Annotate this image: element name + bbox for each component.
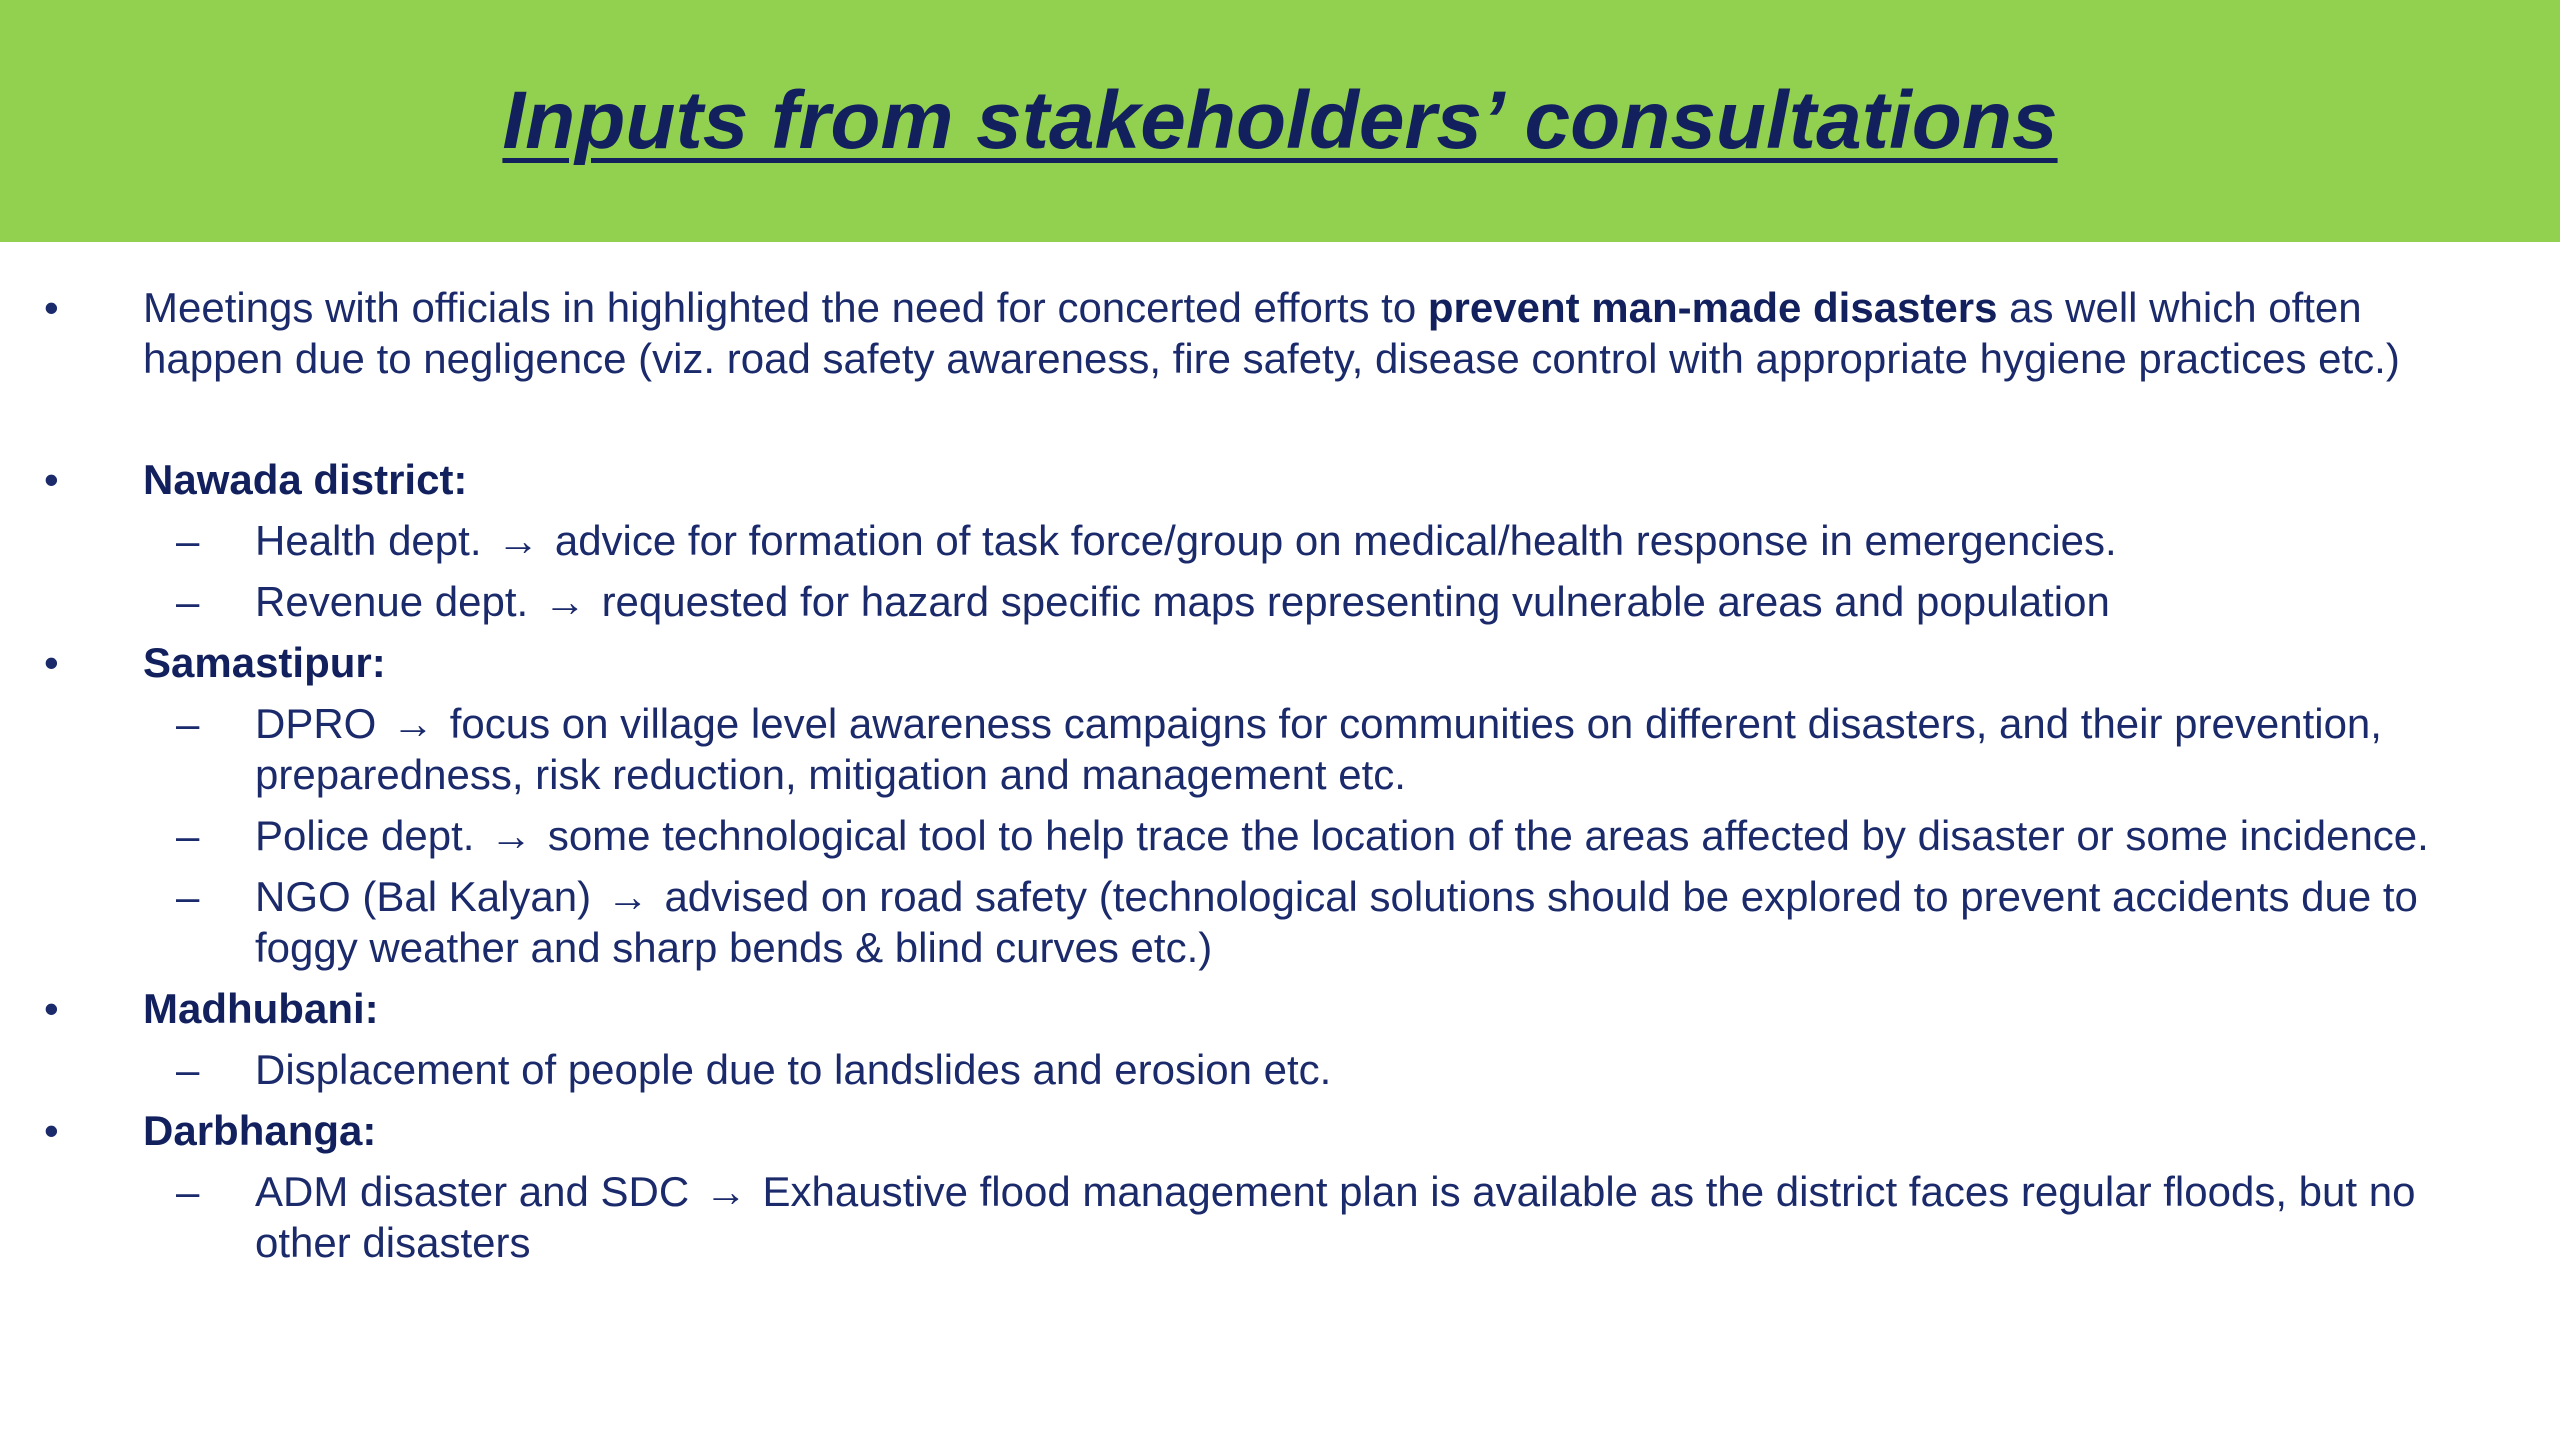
item-text: some technological tool to help trace the location of the areas affected by disaster or some incidence. (547, 812, 2429, 859)
section-heading-text: Nawada district: (143, 456, 468, 503)
section-heading-text: Madhubani: (143, 985, 379, 1032)
arrow-right-icon: → (606, 873, 649, 920)
list-item-text (255, 1044, 2485, 1095)
intro-text (143, 282, 2443, 384)
section-heading-nawada (0, 454, 2560, 505)
arrow-right-icon: → (490, 812, 533, 859)
dash-marker: – (176, 873, 200, 920)
item-lead: ADM disaster and SDC (255, 1168, 690, 1215)
item-lead: NGO (Bal Kalyan) (255, 873, 592, 920)
arrow-right-icon: → (497, 517, 540, 564)
item-text: advice for formation of task force/group on medical/health response in emergencies. (554, 517, 2117, 564)
section-heading-samastipur (0, 637, 2560, 688)
dash-marker: – (176, 1168, 200, 1215)
item-lead: Revenue dept. (255, 578, 529, 625)
item-text: Exhaustive flood management plan is available as the district faces regular floods, but no other disasters (255, 1168, 2416, 1266)
list-item-text (255, 810, 2485, 861)
dash-marker: – (176, 517, 200, 564)
dash-marker: – (176, 700, 200, 747)
item-lead: Health dept. (255, 517, 482, 564)
list-item (0, 515, 2560, 566)
page-title: Inputs from stakeholders’ consultations (502, 75, 2058, 166)
item-text: requested for hazard specific maps representing vulnerable areas and population (601, 578, 2110, 625)
dash-marker: – (176, 812, 200, 859)
item-text: advised on road safety (technological solutions should be explored to prevent accidents due to foggy weather and sharp bends & blind curves etc.) (255, 873, 2418, 971)
list-item (0, 1044, 2560, 1095)
bullet-marker: • (44, 639, 59, 686)
list-item (0, 1166, 2560, 1268)
list-item-text (255, 1166, 2485, 1268)
intro-bullet-item (0, 282, 2560, 384)
arrow-right-icon: → (392, 700, 435, 747)
list-item (0, 576, 2560, 627)
section-heading-text: Samastipur: (143, 639, 386, 686)
item-text: Displacement of people due to landslides and erosion etc. (255, 1046, 1332, 1093)
title-banner (0, 0, 2560, 242)
bullet-marker: • (44, 1107, 59, 1154)
bullet-marker: • (44, 985, 59, 1032)
intro-bold-text: prevent man-made disasters (1427, 284, 1998, 331)
section-heading-madhubani (0, 983, 2560, 1034)
intro-text-before: Meetings with officials in highlighted the need for concerted efforts to (143, 284, 1428, 331)
slide-content (0, 282, 2560, 1278)
list-item-text (255, 576, 2485, 627)
item-text: focus on village level awareness campaigns for communities on different disasters, and their prevention, preparedness, risk reduction, mitigation and management etc. (255, 700, 2382, 798)
list-item-text (255, 871, 2485, 973)
bullet-marker: • (44, 456, 59, 503)
section-heading-darbhanga (0, 1105, 2560, 1156)
bullet-marker: • (44, 284, 59, 331)
arrow-right-icon: → (704, 1168, 747, 1215)
arrow-right-icon: → (543, 578, 586, 625)
section-heading-text: Darbhanga: (143, 1107, 377, 1154)
list-item (0, 698, 2560, 800)
list-item-text (255, 698, 2485, 800)
list-item-text (255, 515, 2485, 566)
item-lead: DPRO (255, 700, 377, 747)
list-item (0, 871, 2560, 973)
list-item (0, 810, 2560, 861)
item-lead: Police dept. (255, 812, 475, 859)
dash-marker: – (176, 1046, 200, 1093)
dash-marker: – (176, 578, 200, 625)
intro-text-after: as well which often happen due to negligence (viz. road safety awareness, fire safety, disease control with appropriate hygiene practices etc.) (143, 284, 2400, 382)
